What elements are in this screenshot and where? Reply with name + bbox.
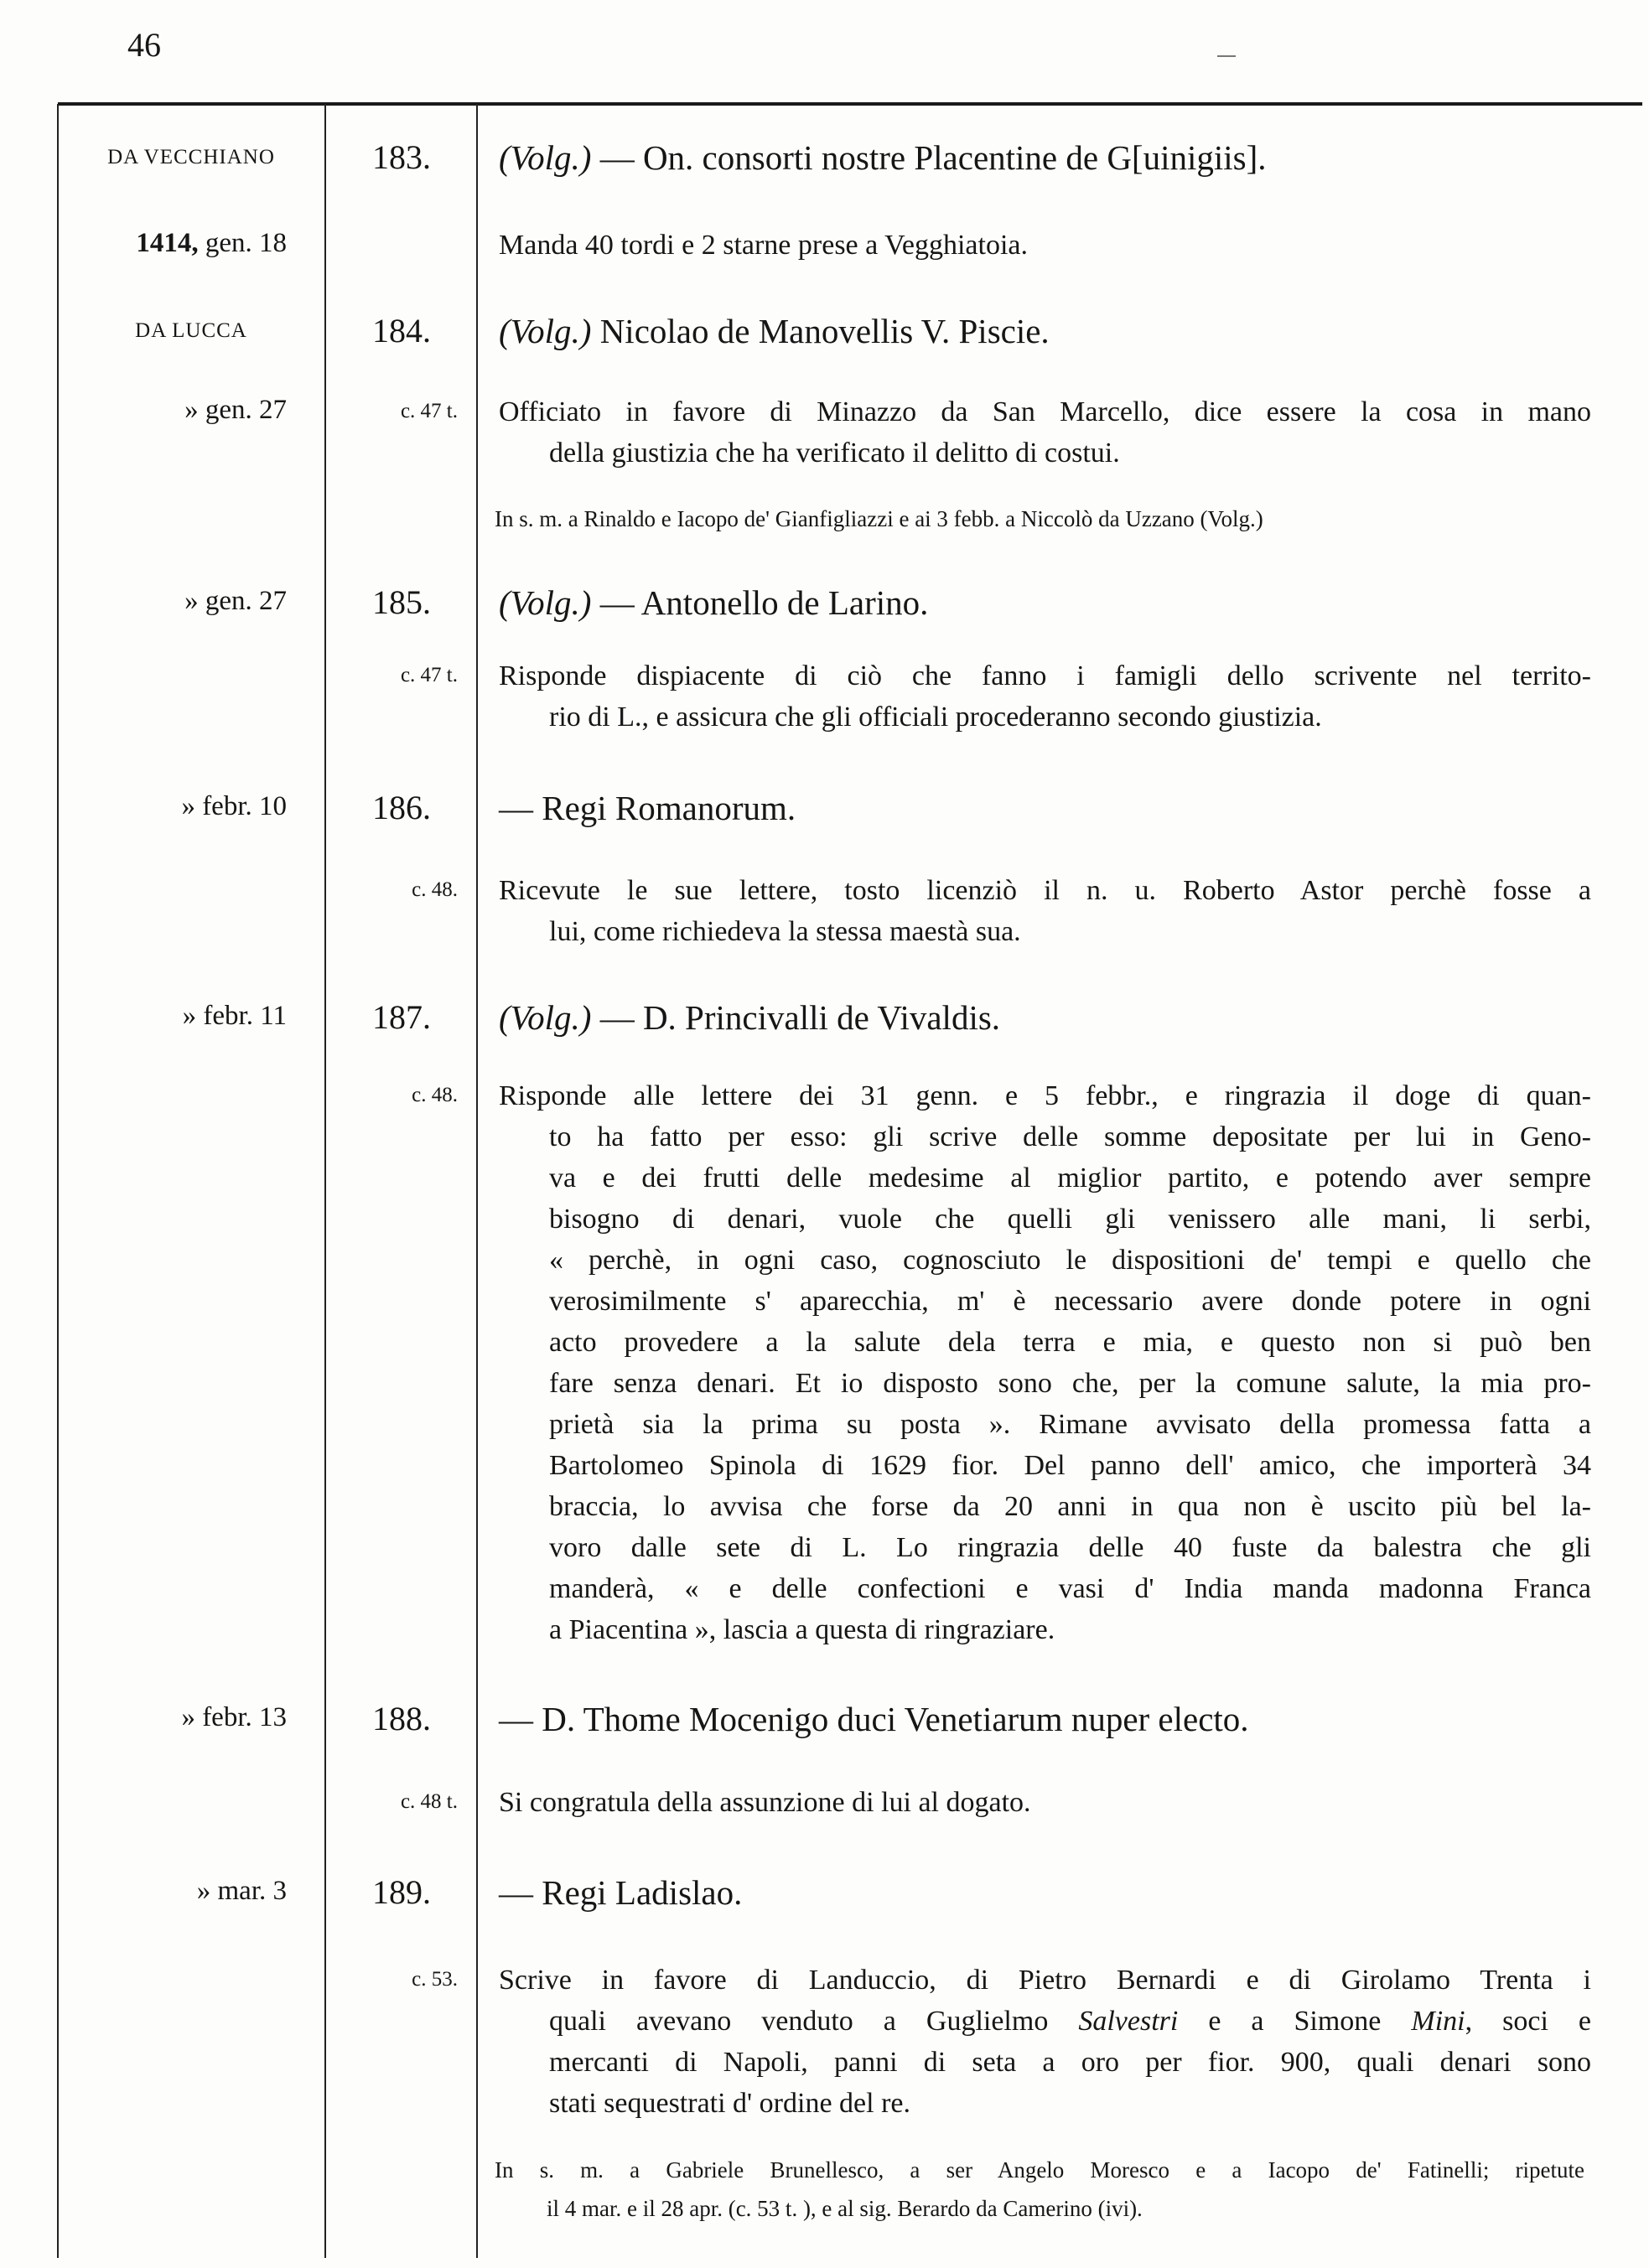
summary-line bbox=[549, 1199, 1591, 1240]
text-segment: — D. Thome Mocenigo duci Venetiarum nuper electo. bbox=[499, 1700, 1249, 1738]
text-segment: rio di L., e assicura che gli officiali procederanno secondo giustizia. bbox=[549, 702, 1322, 733]
text-segment: Manda 40 tordi e 2 starne prese a Vegghiatoia. bbox=[499, 230, 1029, 261]
column-divider-number bbox=[476, 104, 478, 2258]
summary-line bbox=[549, 1609, 1591, 1650]
text-segment: — Antonello de Larino. bbox=[591, 583, 929, 622]
summary-line bbox=[549, 1568, 1591, 1609]
summary-line bbox=[549, 911, 1591, 952]
left-border-line bbox=[57, 104, 59, 2258]
entry-heading bbox=[499, 1872, 742, 1913]
text-segment: braccia, lo avvisa che forse da 20 anni in qua non è uscito più bel la- bbox=[549, 1491, 1591, 1522]
entry-date bbox=[35, 395, 287, 426]
text-segment: bisogno di denari, vuole che quelli gli venissero alle mani, li serbi, bbox=[549, 1204, 1591, 1235]
text-segment: — On. consorti nostre Placentine de G[uinigiis]. bbox=[591, 138, 1267, 177]
entry-heading bbox=[499, 311, 1050, 351]
column-divider-date bbox=[324, 104, 326, 2258]
italic-text: (Volg.) bbox=[499, 138, 592, 177]
entry-number: 183. bbox=[372, 138, 431, 176]
text-segment: 1414, bbox=[136, 228, 199, 258]
text-segment: a Piacentina », lascia a questa di ringraziare. bbox=[549, 1614, 1055, 1645]
folio-reference: c. 47 t. bbox=[400, 664, 458, 686]
entry-number: 184. bbox=[372, 312, 431, 350]
summary-line bbox=[499, 391, 1591, 432]
summary-line bbox=[549, 1404, 1591, 1445]
entry-date: » gen. 27 bbox=[184, 586, 287, 616]
summary-line bbox=[549, 1240, 1591, 1281]
text-segment: — D. Princivalli de Vivaldis. bbox=[591, 998, 1001, 1037]
summary-line bbox=[549, 696, 1591, 738]
text-segment: Officiato in favore di Minazzo da San Marcello, dice essere la cosa in mano bbox=[499, 396, 1591, 427]
summary-line bbox=[549, 2042, 1591, 2083]
text-segment: prietà sia la prima su posta ». Rimane avvisato della promessa fatta a bbox=[549, 1409, 1591, 1440]
text-segment: voro dalle sete di L. Lo ringrazia delle 40 fuste da balestra che gli bbox=[549, 1532, 1591, 1563]
summary-line bbox=[549, 1445, 1591, 1486]
summary-line bbox=[549, 1527, 1591, 1568]
text-segment: , soci e bbox=[1465, 2006, 1591, 2037]
text-segment: stati sequestrati d' ordine del re. bbox=[549, 2088, 910, 2119]
text-segment: quali avevano venduto a Guglielmo bbox=[549, 2006, 1079, 2037]
summary-line bbox=[549, 1322, 1591, 1363]
text-segment: Si congratula della assunzione di lui al dogato. bbox=[499, 1787, 1031, 1818]
folio-reference: c. 48. bbox=[412, 878, 458, 901]
text-segment: mercanti di Napoli, panni di seta a oro per fior. 900, quali denari sono bbox=[549, 2047, 1591, 2078]
summary-line bbox=[499, 870, 1591, 911]
text-segment: della giustizia che ha verificato il delitto di costui. bbox=[549, 438, 1120, 469]
note-line bbox=[495, 2151, 1584, 2189]
folio-reference: c. 47 t. bbox=[400, 400, 458, 422]
text-segment: — Regi Romanorum. bbox=[499, 789, 796, 827]
summary-line bbox=[499, 1075, 1591, 1116]
entry-heading bbox=[499, 997, 1000, 1038]
entry-number: 187. bbox=[372, 998, 431, 1036]
italic-text: Mini bbox=[1411, 2006, 1465, 2037]
summary-line bbox=[549, 1486, 1591, 1527]
text-segment: fare senza denari. Et io disposto sono che, per la comune salute, la mia pro- bbox=[549, 1368, 1591, 1399]
text-segment: Scrive in favore di Landuccio, di Pietro Bernardi e di Girolamo Trenta i bbox=[499, 1965, 1591, 1996]
entry-heading bbox=[499, 583, 928, 623]
text-segment: il 4 mar. e il 28 apr. (c. 53 t. ), e al sig. Berardo da Camerino (ivi). bbox=[547, 2196, 1143, 2221]
entry-heading bbox=[499, 788, 796, 828]
italic-text: Salvestri bbox=[1078, 2006, 1179, 2037]
summary-line bbox=[549, 1116, 1591, 1157]
text-segment: e a Simone bbox=[1178, 2006, 1412, 2037]
text-segment: Nicolao de Manovellis V. Piscie. bbox=[591, 312, 1050, 350]
entry-date bbox=[35, 228, 287, 259]
text-segment: Risponde dispiacente di ciò che fanno i famigli dello scrivente nel territo- bbox=[499, 660, 1591, 691]
folio-reference: c. 48 t. bbox=[400, 1790, 458, 1813]
summary-line bbox=[499, 225, 1591, 266]
summary-line bbox=[549, 1281, 1591, 1322]
summary-line bbox=[549, 1157, 1591, 1199]
italic-text: (Volg.) bbox=[499, 998, 592, 1037]
sender-place: DA VECCHIANO bbox=[107, 146, 275, 168]
summary-line bbox=[499, 1960, 1591, 2001]
text-segment: Ricevute le sue lettere, tosto licenziò il n. u. Roberto Astor perchè fosse a bbox=[499, 875, 1591, 906]
summary-line bbox=[549, 432, 1591, 474]
entry-date: » febr. 13 bbox=[181, 1702, 287, 1732]
text-segment: acto provedere a la salute dela terra e mia, e questo non si può ben bbox=[549, 1327, 1591, 1358]
folio-reference: c. 53. bbox=[412, 1968, 458, 1991]
entry-number: 188. bbox=[372, 1700, 431, 1737]
entry-date: » febr. 10 bbox=[181, 791, 287, 821]
text-segment: Risponde alle lettere dei 31 genn. e 5 febbr., e ringrazia il doge di quan- bbox=[499, 1080, 1591, 1111]
entry-date: » mar. 3 bbox=[196, 1876, 287, 1906]
top-rule bbox=[58, 102, 1642, 106]
text-segment: va e dei frutti delle medesime al miglior partito, e potendo aver sempre bbox=[549, 1162, 1591, 1194]
sender-place: DA LUCCA bbox=[135, 319, 247, 342]
summary-line bbox=[549, 2001, 1591, 2042]
text-segment: to ha fatto per esso: gli scrive delle somme depositate per lui in Geno- bbox=[549, 1121, 1591, 1152]
text-segment: « perchè, in ogni caso, cognosciuto le dispositioni de' tempi e quello che bbox=[549, 1245, 1591, 1276]
text-segment: In s. m. a Rinaldo e Iacopo de' Gianfigliazzi e ai 3 febb. a Niccolò da Uzzano (Volg.) bbox=[495, 506, 1263, 531]
summary-line bbox=[549, 1363, 1591, 1404]
italic-text: (Volg.) bbox=[499, 312, 592, 350]
text-segment: In s. m. a Gabriele Brunellesco, a ser Angelo Moresco e a Iacopo de' Fatinelli; ripetute bbox=[495, 2157, 1584, 2183]
entry-number: 185. bbox=[372, 583, 431, 621]
entry-heading bbox=[499, 1699, 1249, 1739]
summary-line bbox=[499, 1782, 1591, 1823]
entry-heading bbox=[499, 137, 1267, 178]
text-segment: gen. 18 bbox=[198, 228, 287, 258]
text-segment: » gen. 27 bbox=[184, 395, 287, 425]
entry-number: 189. bbox=[372, 1873, 431, 1911]
text-segment: lui, come richiedeva la stessa maestà sua. bbox=[549, 916, 1021, 947]
note-line bbox=[547, 2189, 1584, 2228]
text-segment: — Regi Ladislao. bbox=[499, 1873, 743, 1912]
top-mark bbox=[1217, 55, 1236, 57]
summary-line bbox=[549, 2083, 1591, 2124]
note-line bbox=[495, 500, 1584, 538]
text-segment: manderà, « e delle confectioni e vasi d' India manda madonna Franca bbox=[549, 1573, 1591, 1604]
entry-number: 186. bbox=[372, 789, 431, 826]
text-segment: Bartolomeo Spinola di 1629 fior. Del panno dell' amico, che importerà 34 bbox=[549, 1450, 1591, 1481]
italic-text: (Volg.) bbox=[499, 583, 592, 622]
folio-reference: c. 48. bbox=[412, 1084, 458, 1106]
summary-line bbox=[499, 655, 1591, 696]
page-number: 46 bbox=[127, 26, 161, 64]
text-segment: verosimilmente s' aparecchia, m' è necessario avere donde potere in ogni bbox=[549, 1286, 1591, 1317]
entry-date: » febr. 11 bbox=[182, 1001, 287, 1031]
